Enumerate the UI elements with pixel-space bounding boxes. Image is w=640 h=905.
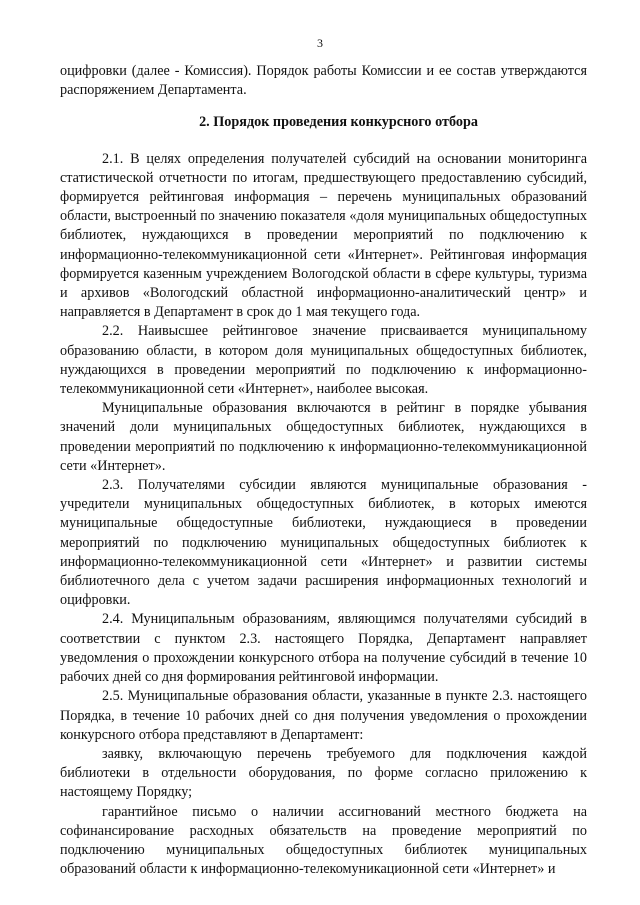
section-heading: 2. Порядок проведения конкурсного отбора [199, 114, 478, 131]
paragraph-2-2-ranking: Муниципальные образования включаются в рейтинг в порядке убывания значений доли муниципальных общедоступных библиотек, нуждающихся в проведении мероприятий по подключению к информационно-телекоммуникационной сети «Интернет». [60, 400, 587, 474]
paragraph-2-1: 2.1. В целях определения получателей субсидий на основании мониторинга статистической отчетности по итогам, предшествующего предоставлению субсидий, формируется рейтинговая информация – перечень муниципальных образований области, выстроенный по значению показателя «доля муниципальных общедоступных библиотек, нуждающихся в проведении мероприятий по подключению к информационно-телекоммуникационной сети «Интернет». Рейтинговая информация формируется казенным учреждением Вологодской области в сфере культуры, туризма и архивов «Вологодский областной информационно-аналитический центр» и направляется в Департамент в срок до 1 мая текущего года. [60, 150, 587, 321]
paragraph-2-5: 2.5. Муниципальные образования области, указанные в пункте 2.3. настоящего Порядка, в течение 10 рабочих дней со дня получения уведомления о прохождении конкурсного отбора представляют в Департамент: [60, 688, 587, 743]
document-body [60, 62, 587, 879]
paragraph-2-3: 2.3. Получателями субсидии являются муниципальные образования - учредители муниципальных общедоступных библиотек, в которых имеются муниципальные общедоступные библиотеки, нуждающиеся в проведении мероприятий по подключению муниципальных общедоступных библиотек к информационно-телекоммуникационной сети «Интернет» и развитии системы библиотечного дела с учетом задачи расширения информационных технологий и оцифровки. [60, 477, 587, 609]
paragraph-application: заявку, включающую перечень требуемого для подключения каждой библиотеки в отдельности оборудования, по форме согласно приложению к настоящему Порядку; [60, 745, 587, 801]
paragraph-guarantee-letter: гарантийное письмо о наличии ассигнований местного бюджета на софинансирование расходных обязательств на проведение мероприятий по подключению муниципальных общедоступных библиотек муниципальных образований области к информационно-телекомуникационной сети «Интернет» и [60, 803, 587, 878]
page-number: 3 [317, 36, 323, 50]
intro-paragraph: оцифровки (далее - Комиссия). Порядок работы Комиссии и ее состав утверждаются распоряжением Департамента. [60, 63, 587, 99]
paragraph-2-4: 2.4. Муниципальным образованиям, являющимся получателями субсидий в соответствии с пунктом 2.3. настоящего Порядка, Департамент направляет уведомления о прохождении конкурсного отбора на получение субсидий в течение 10 рабочих дней со дня формирования рейтинговой информации. [60, 611, 587, 686]
paragraph-2-2: 2.2. Наивысшее рейтинговое значение присваивается муниципальному образованию области, в котором доля муниципальных общедоступных библиотек, нуждающихся в проведении мероприятий по подключению к информационно-телекоммуникационной сети «Интернет», наиболее высокая. [60, 323, 587, 398]
